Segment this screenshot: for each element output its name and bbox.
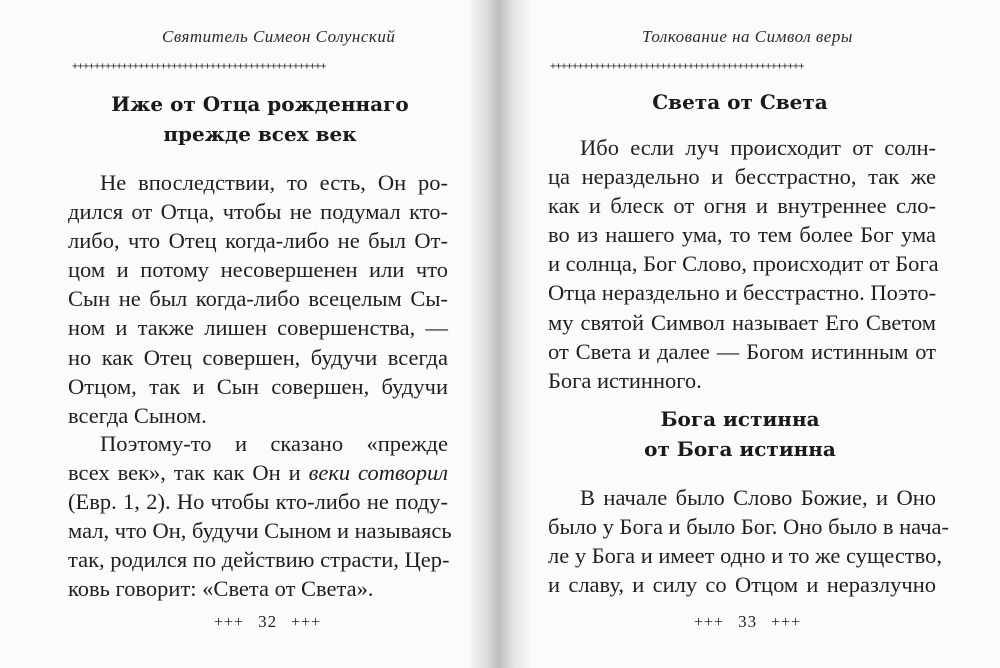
right-p2-line: было у Бога и было Бог. Оно было в нача- (548, 514, 950, 540)
left-p2-line: ковь говорит: «Света от Света». (68, 576, 374, 602)
right-running-head: Толкование на Символ веры (642, 27, 853, 46)
scripture-quote-italic: веки сотворил (308, 460, 448, 486)
left-ornament-rule: ++++++++++++++++++++++++++++++++++++++++++++++ (72, 61, 326, 72)
right-p2-line: ле у Бога и имеет одно и то же существо, (548, 543, 942, 569)
left-p1-line: Сын не был когда-либо всецелым Сы- (68, 286, 448, 312)
right-heading-2-line-1: Бога истинна (660, 407, 820, 431)
right-p1-line: Отца нераздельно и бесстрастно. Поэто- (548, 280, 937, 306)
right-folio (694, 612, 801, 632)
left-paragraph-1 (68, 168, 448, 430)
right-heading-2 (590, 404, 890, 464)
left-p1-line: ном и также лишен совершенства, — (68, 315, 448, 341)
right-heading-2-line-2: от Бога истинна (644, 437, 836, 461)
right-p1-line: и солнца, Бог Слово, происходит от Бога (548, 251, 939, 277)
right-p1-line: от Света и далее — Богом истинным от (548, 338, 936, 364)
left-heading-line-1: Иже от Отца рожденнаго (111, 92, 409, 116)
left-running-head: Святитель Симеон Солунский (162, 27, 396, 46)
right-heading-1-line: Света от Света (652, 90, 828, 114)
right-p1-line: Ибо если луч происходит от солн- (580, 135, 936, 160)
page-number-left: 32 (258, 612, 278, 631)
left-p2-line: мал, что Он, будучи Сыном и называясь (68, 518, 452, 544)
right-p1-line: как и блеск от огня и внутреннее сло- (548, 193, 936, 219)
right-paragraph-2 (548, 483, 950, 599)
right-paragraph-1 (548, 133, 939, 395)
left-folio (214, 612, 321, 632)
right-heading-1 (590, 87, 890, 117)
left-heading-line-2: прежде всех век (163, 122, 357, 146)
right-p1-line: ца нераздельно и бесстрастно, так же (548, 164, 936, 190)
page-number-right: 33 (738, 612, 758, 631)
left-p2-line: (Евр. 1, 2). Но чтобы кто-либо не поду- (68, 489, 448, 515)
right-p1-line: Бога истинного. (548, 367, 702, 393)
right-p1-line: во из нашего ума, то тем более Бог ума (548, 222, 936, 248)
right-p1-line: му святой Символ называет Его Светом (548, 309, 936, 335)
left-p2-line: так, родился по действию страсти, Цер- (68, 547, 450, 573)
folio-ornament: +++ (771, 614, 802, 631)
left-heading (110, 89, 410, 149)
folio-ornament: +++ (291, 614, 322, 631)
left-p1-line: либо, что Отец когда-либо не был От- (68, 228, 448, 254)
right-p2-line: В начале было Слово Божие, и Оно (580, 485, 936, 510)
left-p1-line: Не впоследствии, то есть, Он ро- (100, 170, 448, 195)
left-paragraph-2 (68, 429, 452, 604)
right-ornament-rule: ++++++++++++++++++++++++++++++++++++++++++++++ (550, 61, 804, 72)
left-p1-line: но как Отец совершен, будучи всегда (68, 344, 448, 370)
left-p1-line: цом и потому несовершенен или что (68, 257, 448, 283)
left-p2-line (68, 458, 448, 487)
left-p1-line: Отцом, так и Сын совершен, будучи (68, 373, 448, 399)
book-gutter (470, 0, 530, 668)
left-p2-line2-text: всех век», так как Он и (68, 460, 309, 486)
left-p1-line: всегда Сыном. (68, 402, 207, 428)
left-p2-line: Поэтому-то и сказано «прежде (100, 431, 448, 456)
folio-ornament: +++ (214, 614, 245, 631)
left-p1-line: дился от Отца, чтобы не подумал кто- (68, 199, 448, 225)
folio-ornament: +++ (694, 614, 725, 631)
right-p2-line: и славу, и силу со Отцом и неразлучно (548, 572, 936, 598)
